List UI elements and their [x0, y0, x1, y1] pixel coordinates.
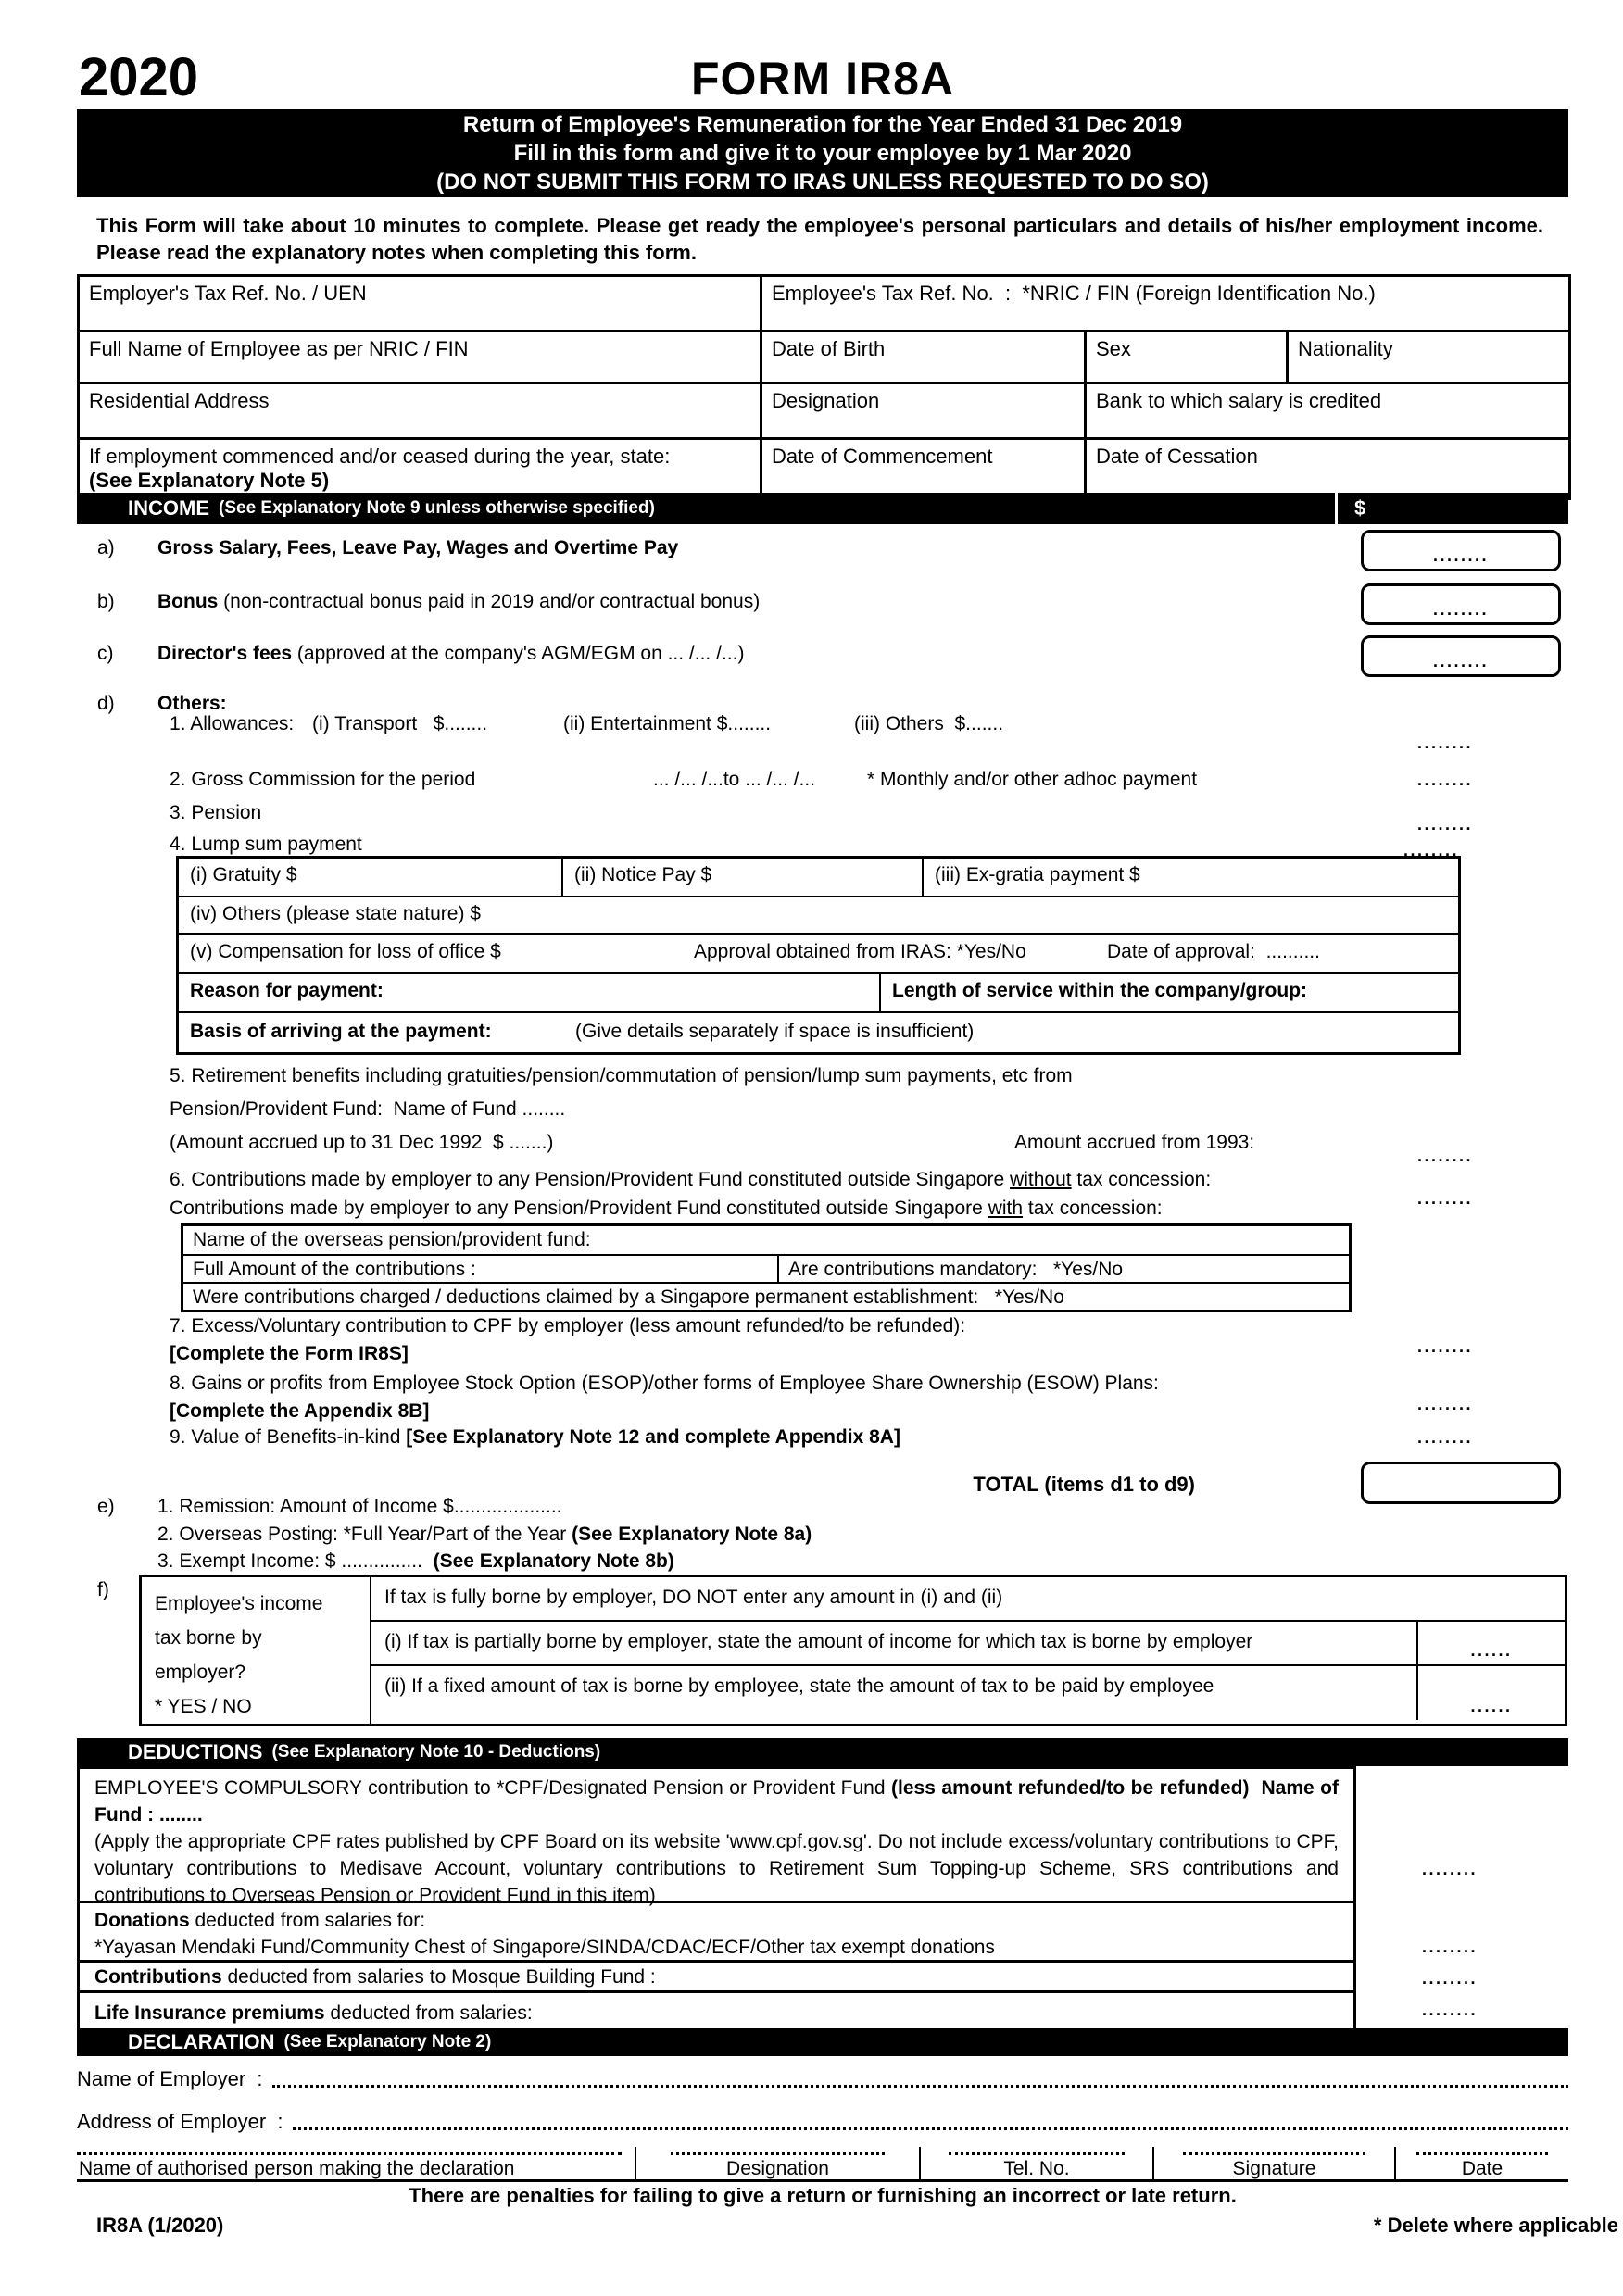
deduction-cpf-amount-field[interactable]: ........ — [1421, 1860, 1478, 1878]
date-line[interactable] — [1416, 2152, 1547, 2155]
label-date-of-commencement: Date of Commencement — [772, 445, 993, 468]
deduction-cpf-row[interactable] — [80, 1769, 1353, 1906]
item-d-letter: d) — [97, 693, 115, 714]
item-c-label: Director's fees (approved at the company's AGM/EGM on ... /... /...) — [157, 643, 745, 664]
label-date-of-cessation: Date of Cessation — [1096, 445, 1258, 468]
item-c-letter: c) — [97, 643, 114, 664]
deductions-section-header — [77, 1738, 1568, 1766]
penalty-notice: There are penalties for failing to give a return or furnishing an incorrect or late return. — [409, 2184, 1237, 2207]
lump-reason-label: Reason for payment: — [190, 980, 384, 1001]
label-full-name: Full Name of Employee as per NRIC / FIN — [89, 337, 469, 360]
lump-basis-note: (Give details separately if space is insufficient) — [575, 1021, 975, 1042]
total-amount-field[interactable] — [1361, 1462, 1561, 1504]
tax-borne-row3-amount-field[interactable]: ...... — [1416, 1666, 1565, 1720]
deduction-mosque-row[interactable] — [80, 1960, 1353, 1990]
overseas-full-amount-label: Full Amount of the contributions : — [193, 1259, 476, 1280]
d2-period-field[interactable]: ... /... /...to ... /... /... — [653, 769, 816, 790]
tax-borne-side-line: * YES / NO — [155, 1696, 252, 1717]
d7-line2: [Complete the Form IR8S] — [170, 1343, 409, 1364]
d7-line1: 7. Excess/Voluntary contribution to CPF by employer (less amount refunded/to be refunded): — [170, 1315, 966, 1336]
signature-label: Signature — [1232, 2158, 1316, 2179]
item-b-label: Bonus (non-contractual bonus paid in 2019 and/or contractual bonus) — [157, 591, 761, 612]
banner-line-2: Fill in this form and give it to your employee by 1 Mar 2020 — [513, 141, 1132, 166]
employer-address-row — [77, 2110, 1568, 2134]
d1-entertainment-field[interactable]: (ii) Entertainment $........ — [563, 713, 772, 734]
d6-overseas-fund — [77, 1169, 1568, 1310]
deduction-mosque-label: Contributions deducted from salaries to Mosque Building Fund : — [94, 1966, 656, 1988]
item-e-letter: e) — [97, 1496, 115, 1517]
tel-no-label: Tel. No. — [1003, 2158, 1070, 2179]
tax-borne-row3-label: (ii) If a fixed amount of tax is borne by employee, state the amount of tax to be paid by employee — [384, 1675, 1214, 1697]
lump-others-label: (iv) Others (please state nature) $ — [190, 903, 481, 924]
lump-service-length-label: Length of service within the company/group: — [892, 980, 1308, 1001]
overseas-fund-name-field[interactable] — [183, 1226, 1349, 1254]
overseas-charged-field[interactable] — [183, 1284, 1349, 1310]
d9-benefits-in-kind — [77, 1426, 1568, 1454]
label-employment-period: If employment commenced and/or ceased during the year, state: — [89, 445, 671, 468]
employer-name-row — [77, 2067, 1568, 2091]
tel-no-field[interactable] — [919, 2147, 1152, 2179]
overseas-mandatory-label: Are contributions mandatory: *Yes/No — [788, 1259, 1124, 1280]
particulars-table — [77, 274, 1571, 500]
declaration-header-title: DECLARATION — [128, 2030, 275, 2053]
lump-reason-field[interactable] — [179, 974, 879, 1011]
overseas-mandatory-field[interactable] — [779, 1256, 1349, 1282]
field-employment-period[interactable] — [79, 439, 761, 499]
field-residential-address[interactable] — [79, 383, 761, 439]
signature-field[interactable] — [1152, 2147, 1394, 2179]
e2-overseas-posting: 2. Overseas Posting: *Full Year/Part of the Year (See Explanatory Note 8a) — [157, 1524, 812, 1545]
d2-lead: 2. Gross Commission for the period — [170, 769, 476, 790]
designation-sig-field[interactable] — [635, 2147, 919, 2179]
employer-address-field[interactable] — [293, 2127, 1568, 2130]
amount-placeholder: ........ — [1432, 600, 1489, 619]
item-a-letter: a) — [97, 537, 115, 558]
field-nationality[interactable] — [1288, 332, 1570, 383]
item-d-title: Others: — [157, 693, 227, 714]
lump-notice-pay-field[interactable] — [561, 859, 922, 896]
form-version: IR8A (1/2020) — [96, 2214, 224, 2237]
lump-compensation-field[interactable]: (v) Compensation for loss of office $ — [190, 941, 501, 962]
field-date-of-commencement[interactable] — [761, 439, 1086, 499]
tax-borne-row3 — [371, 1664, 1565, 1720]
d8-line2: [Complete the Appendix 8B] — [170, 1400, 430, 1422]
income-header-title: INCOME — [128, 496, 209, 520]
income-item-a — [77, 530, 1568, 572]
deduction-life-insurance-label: Life Insurance premiums deducted from salaries: — [94, 2002, 533, 2024]
d8-esop-gains — [77, 1373, 1568, 1428]
designation-sig-label: Designation — [726, 2158, 829, 2179]
amount-field-gross-salary[interactable] — [1361, 530, 1561, 571]
d5-amount-field[interactable]: ........ — [1416, 1147, 1473, 1165]
tel-no-line[interactable] — [949, 2152, 1125, 2155]
header-banner — [77, 109, 1568, 197]
d6-amount-field[interactable]: ........ — [1416, 1189, 1473, 1208]
declaration-header-note: (See Explanatory Note 2) — [283, 2032, 492, 2051]
deductions-header-note: (See Explanatory Note 10 - Deductions) — [271, 1742, 601, 1762]
deduction-donations-row[interactable] — [80, 1901, 1353, 1960]
d6-line2: Contributions made by employer to any Pension/Provident Fund constituted outside Singapore with tax concession: — [170, 1198, 1163, 1219]
d5-accrued-1993-label: Amount accrued from 1993: — [1014, 1132, 1255, 1153]
signature-row — [77, 2147, 1568, 2182]
deductions-header-title: DEDUCTIONS — [128, 1740, 263, 1763]
d5-retirement-benefits — [77, 1065, 1568, 1165]
d2-note: * Monthly and/or other adhoc payment — [867, 769, 1198, 790]
label-employee-tax-ref: Employee's Tax Ref. No. : *NRIC / FIN (Foreign Identification No.) — [772, 282, 1376, 305]
label-sex: Sex — [1096, 337, 1131, 360]
field-date-of-birth[interactable] — [761, 332, 1086, 383]
label-bank: Bank to which salary is credited — [1096, 389, 1382, 412]
tax-borne-side-line: employer? — [155, 1662, 246, 1683]
tax-borne-side-label[interactable] — [142, 1577, 371, 1724]
intro-text: This Form will take about 10 minutes to complete. Please get ready the employee's personal particulars and details of his/her employment income. Please read the explanatory notes when completing this form. — [96, 214, 1543, 264]
total-label: TOTAL (items d1 to d9) — [973, 1473, 1195, 1496]
label-employer-tax-ref: Employer's Tax Ref. No. / UEN — [89, 282, 367, 305]
lump-approval-field[interactable]: Approval obtained from IRAS: *Yes/No — [694, 941, 1026, 962]
field-employee-tax-ref[interactable] — [761, 276, 1570, 332]
e3-exempt-income: 3. Exempt Income: $ ............... (See Explanatory Note 8b) — [157, 1550, 674, 1572]
employer-name-label: Name of Employer : — [77, 2067, 263, 2090]
overseas-charged-label: Were contributions charged / deductions claimed by a Singapore permanent establishment: *Yes/No — [193, 1286, 1064, 1308]
field-full-name[interactable] — [79, 332, 761, 383]
deduction-mosque-amount-field[interactable]: ........ — [1421, 1969, 1478, 1988]
label-designation: Designation — [772, 389, 880, 412]
tax-borne-row2-amount-field[interactable]: ...... — [1416, 1622, 1565, 1664]
page-title: FORM IR8A — [691, 53, 954, 105]
lump-ex-gratia-label: (iii) Ex-gratia payment $ — [935, 864, 1140, 885]
d1-others-field[interactable]: (iii) Others $....... — [854, 713, 1004, 734]
d4-label: 4. Lump sum payment — [170, 834, 362, 855]
banner-line-1: Return of Employee's Remuneration for the Year Ended 31 Dec 2019 — [462, 112, 1183, 137]
d6-line1: 6. Contributions made by employer to any Pension/Provident Fund constituted outside Singapore without tax concession: — [170, 1169, 1212, 1190]
d7-amount-field[interactable]: ........ — [1416, 1337, 1473, 1356]
field-date-of-cessation[interactable] — [1086, 439, 1570, 499]
deduction-life-insurance-amount-field[interactable]: ........ — [1421, 2001, 1478, 2019]
lump-approval-date-field[interactable]: Date of approval: .......... — [1107, 941, 1320, 962]
d5-fund-name-field[interactable]: Pension/Provident Fund: Name of Fund ........ — [170, 1098, 566, 1120]
declaration-section-header — [77, 2028, 1568, 2056]
signature-line[interactable] — [1183, 2152, 1365, 2155]
field-designation[interactable] — [761, 383, 1086, 439]
income-header-note: (See Explanatory Note 9 unless otherwise specified) — [219, 498, 655, 518]
banner-line-3: (DO NOT SUBMIT THIS FORM TO IRAS UNLESS REQUESTED TO DO SO) — [436, 169, 1209, 194]
overseas-full-amount-field[interactable] — [183, 1256, 779, 1282]
form-year: 2020 — [79, 47, 199, 107]
income-item-b — [77, 583, 1568, 626]
d2-amount-field[interactable]: ........ — [1416, 771, 1473, 789]
deduction-life-insurance-row[interactable] — [80, 1990, 1353, 2031]
field-employer-tax-ref[interactable] — [79, 276, 761, 332]
d5-accrued-1992-field[interactable]: (Amount accrued up to 31 Dec 1992 $ .......) — [170, 1132, 554, 1153]
lump-gratuity-field[interactable] — [179, 859, 561, 896]
d3-amount-field[interactable]: ........ — [1416, 815, 1473, 834]
d1-transport-field[interactable]: (i) Transport $........ — [312, 713, 488, 734]
field-bank[interactable] — [1086, 383, 1570, 439]
overseas-fund-name-label: Name of the overseas pension/provident fund: — [193, 1229, 591, 1250]
label-nationality: Nationality — [1298, 337, 1393, 360]
amount-placeholder: ........ — [1432, 546, 1489, 565]
lump-others-field[interactable] — [179, 897, 1458, 933]
d8-amount-field[interactable]: ........ — [1416, 1395, 1473, 1413]
d9-amount-field[interactable]: ........ — [1416, 1428, 1473, 1447]
delete-where-applicable-note: * Delete where applicable — [1373, 2214, 1618, 2237]
label-date-of-birth: Date of Birth — [772, 337, 886, 360]
lump-service-length-field[interactable] — [879, 974, 1458, 1011]
d5-line1: 5. Retirement benefits including gratuities/pension/commutation of pension/lump sum payments, etc from — [170, 1065, 1073, 1086]
d4-amount-field[interactable]: ........ — [1403, 841, 1459, 859]
employer-address-label: Address of Employer : — [77, 2110, 283, 2133]
authorised-person-label: Name of authorised person making the declaration — [79, 2158, 515, 2179]
lump-ex-gratia-field[interactable] — [922, 859, 1458, 896]
income-section-header — [77, 493, 1568, 524]
label-residential-address: Residential Address — [89, 389, 270, 412]
designation-sig-line[interactable] — [671, 2152, 886, 2155]
item-a-label: Gross Salary, Fees, Leave Pay, Wages and Overtime Pay — [157, 537, 679, 558]
amount-field-bonus[interactable] — [1361, 583, 1561, 625]
lump-notice-pay-label: (ii) Notice Pay $ — [574, 864, 712, 885]
d8-line1: 8. Gains or profits from Employee Stock Option (ESOP)/other forms of Employee Share Ownership (ESOW) Plans: — [170, 1373, 1159, 1394]
tax-borne-row2 — [371, 1620, 1565, 1664]
tax-borne-row2-label: (i) If tax is partially borne by employer, state the amount of income for which tax is borne by employer — [384, 1631, 1253, 1652]
e1-remission-field[interactable]: 1. Remission: Amount of Income $.................... — [157, 1496, 562, 1517]
date-field[interactable] — [1394, 2147, 1568, 2179]
lump-basis-field[interactable]: Basis of arriving at the payment: — [190, 1021, 492, 1042]
deductions-table — [77, 1766, 1356, 2034]
d9-line: 9. Value of Benefits-in-kind [See Explanatory Note 12 and complete Appendix 8A] — [170, 1426, 900, 1448]
item-f-letter: f) — [97, 1579, 109, 1600]
authorised-person-field[interactable] — [77, 2147, 635, 2179]
income-header-left — [77, 493, 1338, 524]
label-employment-note: (See Explanatory Note 5) — [89, 469, 330, 492]
field-sex[interactable] — [1086, 332, 1288, 383]
d3-label: 3. Pension — [170, 802, 262, 823]
deduction-donations-line2: *Yayasan Mendaki Fund/Community Chest of Singapore/SINDA/CDAC/ECF/Other tax exempt donations — [94, 1937, 995, 1958]
lumpsum-table — [176, 856, 1461, 1055]
deduction-cpf-note: (Apply the appropriate CPF rates published by CPF Board on its website 'www.cpf.gov.sg'. Do not include excess/voluntary contributions to CPF, voluntary contributions to Medisave Account, voluntary contributions to Retirement Sum Topping-up Scheme, SRS contributions and contributions to Overseas Pension or Provident Fund in this item) — [94, 1831, 1339, 1906]
deduction-cpf-text: EMPLOYEE'S COMPULSORY contribution to *CPF/Designated Pension or Provident Fund (less amount refunded/to be refunded) Name of Fund : ........ — [94, 1777, 1344, 1826]
d7-cpf-excess — [77, 1315, 1568, 1371]
d1-amount-field[interactable]: ........ — [1416, 734, 1473, 752]
item-b-letter: b) — [97, 591, 115, 612]
income-item-c — [77, 635, 1568, 678]
deduction-donations-line1: Donations deducted from salaries for: — [94, 1910, 426, 1931]
currency-column-header: $ — [1354, 496, 1366, 520]
overseas-fund-table — [181, 1223, 1352, 1312]
deduction-donations-amount-field[interactable]: ........ — [1421, 1938, 1478, 1956]
employer-name-field[interactable] — [272, 2085, 1568, 2088]
amount-field-directors-fees[interactable] — [1361, 635, 1561, 677]
tax-borne-table — [139, 1575, 1567, 1726]
authorised-person-line[interactable] — [77, 2152, 622, 2155]
d1-lead: 1. Allowances: — [170, 713, 295, 734]
amount-placeholder: ........ — [1432, 652, 1489, 671]
tax-borne-side-line: tax borne by — [155, 1627, 262, 1649]
tax-borne-side-line: Employee's income — [155, 1593, 323, 1614]
tax-borne-row1: If tax is fully borne by employer, DO NOT enter any amount in (i) and (ii) — [384, 1587, 1003, 1608]
date-label: Date — [1461, 2158, 1503, 2179]
lump-gratuity-label: (i) Gratuity $ — [190, 864, 297, 885]
